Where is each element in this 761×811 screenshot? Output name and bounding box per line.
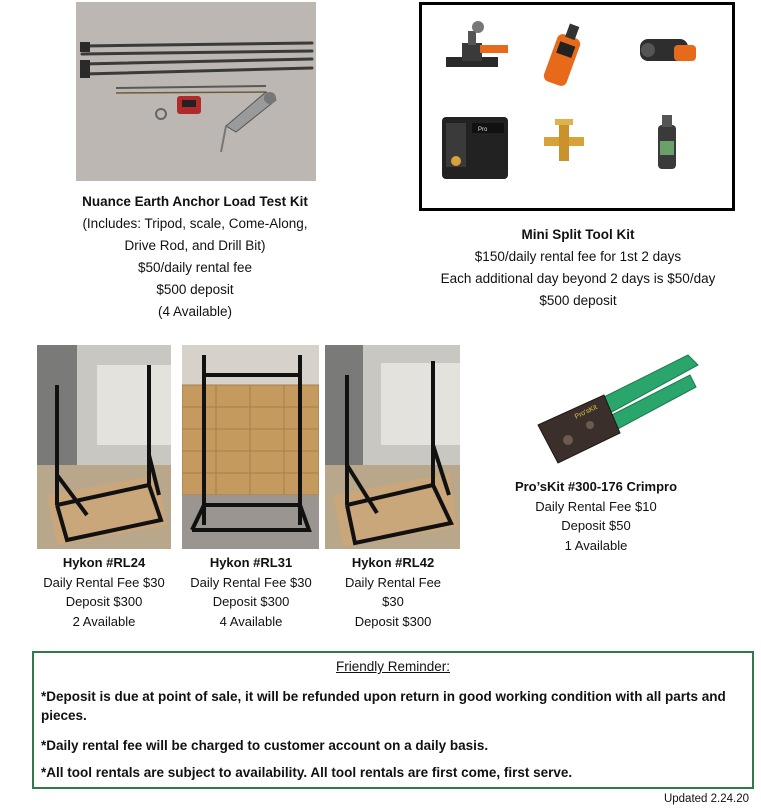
hykon-rl31-line: Deposit $300 xyxy=(212,594,290,609)
crimper-line: Daily Rental Fee $10 xyxy=(535,498,657,514)
friendly-reminder-heading: Friendly Reminder: xyxy=(335,659,451,674)
earth-anchor-kit-caption xyxy=(40,191,350,323)
mini-split-line: $150/daily rental fee for 1st 2 days xyxy=(474,249,682,264)
earth-anchor-kit-line: (Includes: Tripod, scale, Come-Along, xyxy=(82,216,308,231)
hykon-rl31-caption xyxy=(178,553,324,631)
hykon-rl42-photo xyxy=(325,345,460,549)
crimper-caption xyxy=(496,477,696,555)
crimper-title: Pro’sKit #300-176 Crimpro xyxy=(514,479,678,494)
reminder-availability-note: *All tool rentals are subject to availability. All tool rentals are first come, first serve. xyxy=(41,765,573,780)
mini-split-caption xyxy=(420,224,736,312)
hykon-rl24-title: Hykon #RL24 xyxy=(62,555,146,570)
hykon-rl42-title: Hykon #RL42 xyxy=(351,555,435,570)
mini-split-tools-photo xyxy=(422,5,732,208)
earth-anchor-kit-photo xyxy=(76,2,316,181)
hykon-rl42-caption xyxy=(328,553,458,631)
hykon-rl24-line: Daily Rental Fee $30 xyxy=(43,574,165,590)
mini-split-panel-brand: Pro xyxy=(478,127,488,133)
mini-split-title: Mini Split Tool Kit xyxy=(521,227,635,242)
hykon-rl24-line: 2 Available xyxy=(72,613,136,629)
mini-split-tool-kit-frame xyxy=(419,2,735,211)
reminder-deposit-note: *Deposit is due at point of sale, it will be refunded upon return in good working condition with all parts and pieces. xyxy=(41,689,726,723)
crimper-line: Deposit $50 xyxy=(561,518,631,533)
hykon-rl31-photo xyxy=(182,345,319,549)
earth-anchor-kit-line: $50/daily rental fee xyxy=(137,260,253,275)
reminder-daily-fee-note: *Daily rental fee will be charged to customer account on a daily basis. xyxy=(41,738,489,753)
hykon-rl31-line: Daily Rental Fee $30 xyxy=(190,574,312,590)
hykon-rl42-line: Daily Rental Fee xyxy=(344,574,442,590)
crimper-brand-mark: Pro'sKit xyxy=(573,404,599,421)
hykon-rl24-caption xyxy=(32,553,176,631)
hykon-rl31-line: 4 Available xyxy=(219,613,283,629)
crimper-photo xyxy=(528,345,704,473)
hykon-rl24-photo xyxy=(37,345,171,549)
hykon-rl24-line: Deposit $300 xyxy=(65,594,143,609)
earth-anchor-kit-line: Drive Rod, and Drill Bit) xyxy=(124,238,266,253)
mini-split-line: $500 deposit xyxy=(539,293,617,308)
updated-date: Updated 2.24.20 xyxy=(663,793,749,805)
friendly-reminder-box xyxy=(32,651,754,789)
earth-anchor-kit-line: (4 Available) xyxy=(157,304,233,319)
hykon-rl42-line: Deposit $300 xyxy=(354,613,432,629)
mini-split-line: Each additional day beyond 2 days is $50/day xyxy=(440,271,716,286)
earth-anchor-kit-line: $500 deposit xyxy=(156,282,234,297)
crimper-line: 1 Available xyxy=(564,537,628,553)
earth-anchor-kit-title: Nuance Earth Anchor Load Test Kit xyxy=(82,194,308,209)
hykon-rl42-line: $30 xyxy=(382,594,404,609)
hykon-rl31-title: Hykon #RL31 xyxy=(209,555,293,570)
